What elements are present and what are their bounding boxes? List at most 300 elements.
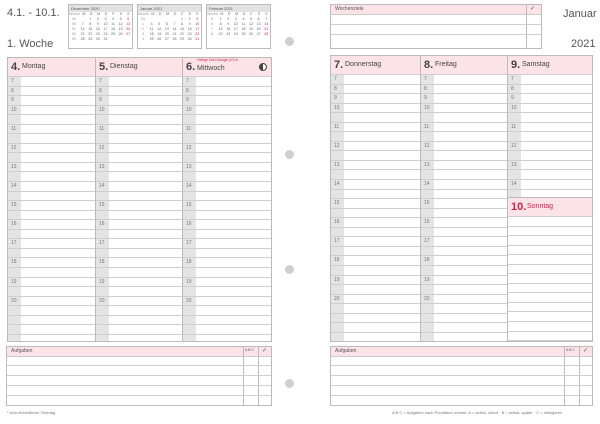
day-column[interactable] (420, 55, 509, 342)
grid-line (8, 181, 96, 182)
tasks-box-left[interactable] (6, 346, 272, 406)
hour-label: 14 (334, 181, 340, 187)
mini-calendar-day: 53 (140, 17, 145, 21)
mini-calendar-day: 26 (157, 37, 162, 41)
grid-line (8, 257, 96, 258)
mini-calendar-day: 28 (264, 32, 269, 36)
month-label: Januar (563, 8, 597, 20)
weekday-label: M (235, 12, 239, 16)
weekday-label: Woche (138, 12, 150, 16)
mini-calendar-day: 3 (141, 32, 144, 36)
weekly-goals-box[interactable] (330, 4, 542, 49)
hour-label: 7 (11, 78, 14, 84)
hour-label: 15 (334, 200, 340, 206)
hour-label: 10 (186, 107, 192, 113)
weekday-label: F (112, 12, 115, 16)
day-column[interactable] (182, 57, 272, 342)
mini-calendar-day: 11 (149, 27, 154, 31)
grid-line (183, 114, 271, 115)
mini-calendar-day: 19 (157, 32, 162, 36)
grid-line (183, 95, 271, 96)
grid-line (421, 93, 508, 94)
hour-label: 13 (186, 164, 192, 170)
mini-calendar-day: 4 (141, 37, 144, 41)
grid-line (8, 334, 96, 335)
grid-line (183, 105, 271, 106)
grid-line (96, 171, 183, 172)
grid-line (508, 311, 592, 312)
grid-line (508, 216, 592, 217)
hour-label: 7 (424, 76, 427, 82)
mini-calendar-week (138, 37, 201, 42)
grid-line (183, 171, 271, 172)
hour-label: 7 (186, 78, 189, 84)
grid-line (8, 305, 96, 306)
grid-line (183, 248, 271, 249)
grid-line (421, 141, 508, 142)
grid-line (8, 200, 96, 201)
weekday-label: D (89, 12, 93, 16)
hour-label: 18 (424, 257, 430, 263)
grid-line (183, 124, 271, 125)
mini-calendar-day: 49 (71, 17, 76, 21)
day-header (331, 56, 421, 75)
mini-calendar-day: 11 (111, 22, 115, 26)
check-icon: ✓ (262, 348, 268, 354)
hour-label: 20 (424, 296, 430, 302)
hour-label: 16 (424, 219, 430, 225)
mini-calendar-day: 24 (233, 32, 238, 36)
mini-calendar-day (117, 37, 125, 42)
hour-label: 19 (186, 279, 192, 285)
grid-line (183, 133, 271, 134)
grid-line (96, 296, 183, 297)
hour-label: 13 (11, 164, 17, 170)
weekday-label: D (242, 12, 246, 16)
hour-label: 19 (99, 279, 105, 285)
hour-label: 14 (186, 183, 192, 189)
hour-label: 8 (424, 86, 427, 92)
mini-calendar-day: 18 (149, 32, 154, 36)
half-moon-icon (259, 63, 267, 71)
grid-line (508, 112, 592, 113)
mini-calendar-day: 24 (195, 32, 200, 36)
mini-calendar (206, 4, 271, 49)
grid-line (421, 84, 508, 85)
mini-calendar-day: 10 (195, 22, 200, 26)
day-column[interactable] (95, 57, 184, 342)
hour-label: 9 (424, 95, 427, 101)
day-number: 4. (11, 61, 21, 73)
hour-label: 10 (334, 105, 340, 111)
grid-line (421, 179, 508, 180)
grid-line (331, 227, 421, 228)
grid-line (508, 254, 592, 255)
mini-calendar-day: 18 (241, 27, 246, 31)
mini-calendar-day: 19 (118, 27, 123, 31)
grid-line (421, 74, 508, 75)
grid-line (421, 227, 508, 228)
mini-calendar-day: 13 (164, 27, 169, 31)
grid-line (508, 340, 592, 341)
grid-line (183, 334, 271, 335)
grid-line (331, 217, 421, 218)
day-column[interactable] (507, 55, 593, 198)
grid-line (183, 296, 271, 297)
grid-line (421, 122, 508, 123)
grid-line (508, 302, 592, 303)
hour-label: 8 (334, 86, 337, 92)
hour-label: 7 (99, 78, 102, 84)
weekday-label: D (158, 12, 162, 16)
mini-calendar-day (124, 37, 132, 42)
mini-calendar-day: 27 (164, 37, 169, 41)
day-column-sunday[interactable] (507, 197, 593, 342)
hour-label: 11 (11, 126, 17, 132)
mini-calendar-day: 28 (80, 37, 85, 41)
grid-line (421, 131, 508, 132)
hour-label: 12 (11, 145, 17, 151)
check-icon: ✓ (583, 348, 589, 354)
hour-label: 15 (11, 202, 17, 208)
grid-line (8, 95, 96, 96)
grid-line (421, 189, 508, 190)
mini-calendar-day (262, 37, 270, 42)
mini-calendar-day: 14 (172, 27, 177, 31)
mini-calendar-day: 52 (71, 32, 76, 36)
grid-line (183, 219, 271, 220)
grid-line (331, 208, 421, 209)
grid-line (96, 133, 183, 134)
grid-line (96, 124, 183, 125)
hour-label: 12 (186, 145, 192, 151)
mini-calendar-day: 15 (88, 27, 93, 31)
grid-line (96, 334, 183, 335)
hour-label: 20 (99, 298, 105, 304)
grid-line (183, 191, 271, 192)
hour-label: 17 (99, 240, 105, 246)
grid-line (96, 305, 183, 306)
mini-calendar-day: 25 (111, 32, 116, 36)
grid-line (183, 305, 271, 306)
hour-label: 11 (511, 124, 517, 130)
weekday-label: M (82, 12, 86, 16)
grid-line (8, 162, 96, 163)
mini-calendar-title: Dezember 2020 (69, 5, 132, 12)
grid-line (183, 277, 271, 278)
grid-line (183, 257, 271, 258)
grid-line (421, 294, 508, 295)
mini-calendar-day: 5 (158, 22, 161, 26)
grid-line (421, 208, 508, 209)
mini-calendar-day: 23 (95, 32, 100, 36)
mini-calendar-day (224, 37, 232, 42)
hour-label: 9 (511, 95, 514, 101)
grid-line (96, 286, 183, 287)
weekday-label: F (181, 12, 184, 16)
mini-calendar-week (69, 37, 132, 42)
mini-calendar-day (232, 37, 240, 42)
grid-line (183, 200, 271, 201)
hour-label: 12 (511, 143, 517, 149)
weekday-label: D (104, 12, 108, 16)
grid-line (508, 93, 592, 94)
grid-line (421, 103, 508, 104)
grid-line (508, 74, 592, 75)
hour-label: 14 (99, 183, 105, 189)
grid-line (421, 265, 508, 266)
grid-line (8, 210, 96, 211)
grid-line (331, 131, 421, 132)
hour-label: 11 (424, 124, 430, 130)
hour-label: 20 (334, 296, 340, 302)
hour-label: 8 (11, 88, 14, 94)
mini-calendar-day: 8 (210, 32, 213, 36)
hour-label: 18 (186, 259, 192, 265)
mini-calendar-day: 2 (141, 27, 144, 31)
mini-calendar-day: 20 (256, 27, 261, 31)
grid-line (421, 275, 508, 276)
grid-line (331, 160, 421, 161)
mini-calendar-day: 8 (181, 22, 184, 26)
mini-calendar-day: 30 (95, 37, 100, 41)
grid-line (183, 324, 271, 325)
grid-line (508, 226, 592, 227)
mini-calendar-day: 6 (257, 17, 260, 21)
mini-calendar-day: 4 (242, 17, 245, 21)
hour-label: 13 (511, 162, 517, 168)
grid-line (421, 246, 508, 247)
hour-label: 18 (11, 259, 17, 265)
mini-calendar-day: 1 (219, 17, 222, 21)
grid-line (331, 150, 421, 151)
grid-line (183, 286, 271, 287)
day-name: Dienstag (110, 63, 138, 70)
mini-calendar-day: 22 (88, 32, 93, 36)
mini-calendar-day: 11 (241, 22, 246, 26)
hour-label: 8 (511, 86, 514, 92)
tasks-label: Aufgaben (11, 348, 33, 354)
hour-label: 10 (11, 107, 17, 113)
grid-line (8, 105, 96, 106)
mini-calendar-day: 13 (256, 22, 261, 26)
weekday-label: M (151, 12, 155, 16)
mini-calendar-day: 6 (210, 22, 213, 26)
grid-line (96, 248, 183, 249)
grid-line (96, 152, 183, 153)
grid-line (8, 171, 96, 172)
hour-label: 16 (186, 221, 192, 227)
day-header (508, 198, 592, 217)
grid-line (331, 294, 421, 295)
footnote-right: A B C = Aufgaben nach Prioritäten ordnen: A = selbst, sofort · B = selbst, später · C = delegieren (392, 410, 563, 415)
binder-hole (285, 265, 294, 274)
mini-calendar-day: 4 (112, 17, 115, 21)
hour-label: 7 (511, 76, 514, 82)
priority-label: A B C (566, 348, 575, 352)
hour-label: 19 (424, 277, 430, 283)
day-name: Samstag (522, 61, 550, 68)
mini-calendar-day: 1 (89, 17, 92, 21)
grid-line (421, 332, 508, 333)
mini-calendar-day: 22 (218, 32, 223, 36)
grid-line (96, 210, 183, 211)
weekday-label: M (220, 12, 224, 16)
tasks-label: Aufgaben (335, 348, 357, 354)
mini-calendar-day: 10 (233, 22, 238, 26)
grid-line (508, 84, 592, 85)
mini-calendar-day: 10 (103, 22, 108, 26)
priority-label: A B C (245, 348, 254, 352)
mini-calendar-day: 21 (172, 32, 177, 36)
mini-calendar-day: 29 (88, 37, 93, 41)
grid-line (96, 238, 183, 239)
mini-calendar-day: 12 (157, 27, 162, 31)
grid-line (508, 160, 592, 161)
grid-line (8, 133, 96, 134)
grid-line (508, 283, 592, 284)
mini-calendar-day: 6 (165, 22, 168, 26)
mini-calendar-day: 22 (180, 32, 185, 36)
mini-calendar-day: 9 (96, 22, 99, 26)
hour-label: 13 (424, 162, 430, 168)
mini-calendar-day: 53 (71, 37, 76, 41)
grid-line (331, 284, 421, 285)
mini-calendar-day: 26 (249, 32, 254, 36)
grid-line (183, 181, 271, 182)
mini-calendar-day: 27 (126, 32, 131, 36)
hour-label: 9 (186, 97, 189, 103)
mini-calendar-day: 24 (103, 32, 108, 36)
mini-calendar-day (109, 37, 117, 42)
weekday-label: D (173, 12, 177, 16)
grid-line (508, 292, 592, 293)
grid-line (421, 150, 508, 151)
hour-label: 17 (424, 238, 430, 244)
weekday-label: M (166, 12, 170, 16)
grid-line (421, 160, 508, 161)
hour-label: 15 (424, 200, 430, 206)
mini-calendar-day (240, 37, 248, 42)
day-name: Donnerstag (345, 61, 382, 68)
tasks-box-right[interactable] (330, 346, 593, 406)
grid-line (183, 210, 271, 211)
hour-label: 14 (511, 181, 517, 187)
mini-calendar-day: 28 (172, 37, 177, 41)
holiday-label: Heilige Drei Könige (1*) A (197, 58, 238, 62)
grid-line (508, 131, 592, 132)
day-header (96, 58, 183, 77)
hour-label: 11 (99, 126, 105, 132)
hour-label: 19 (11, 279, 17, 285)
grid-line (331, 169, 421, 170)
grid-line (331, 112, 421, 113)
grid-line (8, 229, 96, 230)
grid-line (331, 303, 421, 304)
mini-calendar-day (217, 37, 225, 42)
grid-line (508, 169, 592, 170)
day-number: 6. (186, 61, 196, 73)
mini-calendar-title: Februar 2021 (207, 5, 270, 12)
hour-label: 13 (99, 164, 105, 170)
mini-calendar-day: 29 (180, 37, 185, 41)
grid-line (96, 105, 183, 106)
mini-calendar-day: 6 (127, 17, 130, 21)
day-column[interactable] (330, 55, 422, 342)
mini-calendar-day: 16 (187, 27, 192, 31)
mini-calendar-day: 8 (89, 22, 92, 26)
mini-calendar-day: 25 (241, 32, 246, 36)
grid-line (183, 229, 271, 230)
mini-calendar-day: 16 (95, 27, 100, 31)
grid-line (331, 74, 421, 75)
weekday-label: Woche (207, 12, 219, 16)
mini-calendar-day: 16 (226, 27, 231, 31)
grid-line (96, 95, 183, 96)
grid-line (421, 169, 508, 170)
mini-calendar-day: 1 (141, 22, 144, 26)
grid-line (8, 277, 96, 278)
weekday-label: F (250, 12, 253, 16)
grid-line (96, 324, 183, 325)
weekly-goals-label: Wochenziele (335, 6, 364, 12)
hour-label: 18 (99, 259, 105, 265)
grid-line (8, 296, 96, 297)
hour-label: 15 (186, 202, 192, 208)
grid-line (331, 255, 421, 256)
mini-calendar-day: 3 (196, 17, 199, 21)
mini-calendar-day: 14 (80, 27, 85, 31)
mini-calendar-day: 9 (188, 22, 191, 26)
mini-calendar-day: 30 (187, 37, 192, 41)
grid-line (183, 267, 271, 268)
grid-line (508, 235, 592, 236)
grid-line (183, 162, 271, 163)
binder-hole (285, 37, 294, 46)
grid-line (508, 189, 592, 190)
mini-calendar-day: 17 (195, 27, 200, 31)
mini-calendar-day: 15 (180, 27, 185, 31)
hour-label: 16 (334, 219, 340, 225)
mini-calendar-day: 12 (118, 22, 123, 26)
grid-line (183, 76, 271, 77)
day-name: Sonntag (527, 203, 554, 210)
grid-line (508, 273, 592, 274)
mini-calendar-day (247, 37, 255, 42)
mini-calendar-day: 7 (265, 17, 268, 21)
grid-line (421, 198, 508, 199)
grid-line (8, 124, 96, 125)
mini-calendar-day: 5 (250, 17, 253, 21)
grid-line (508, 179, 592, 180)
mini-calendar-day: 20 (126, 27, 131, 31)
grid-line (8, 324, 96, 325)
grid-line (331, 275, 421, 276)
grid-line (8, 143, 96, 144)
grid-line (96, 86, 183, 87)
grid-line (421, 255, 508, 256)
grid-line (8, 315, 96, 316)
grid-line (96, 191, 183, 192)
day-number: 5. (99, 61, 109, 73)
grid-line (8, 238, 96, 239)
mini-calendar-day: 17 (233, 27, 238, 31)
mini-calendar-day: 2 (188, 17, 191, 21)
day-column[interactable] (7, 57, 97, 342)
mini-calendar-day: 2 (96, 17, 99, 21)
hour-label: 12 (334, 143, 340, 149)
mini-calendar-day: 4 (150, 22, 153, 26)
